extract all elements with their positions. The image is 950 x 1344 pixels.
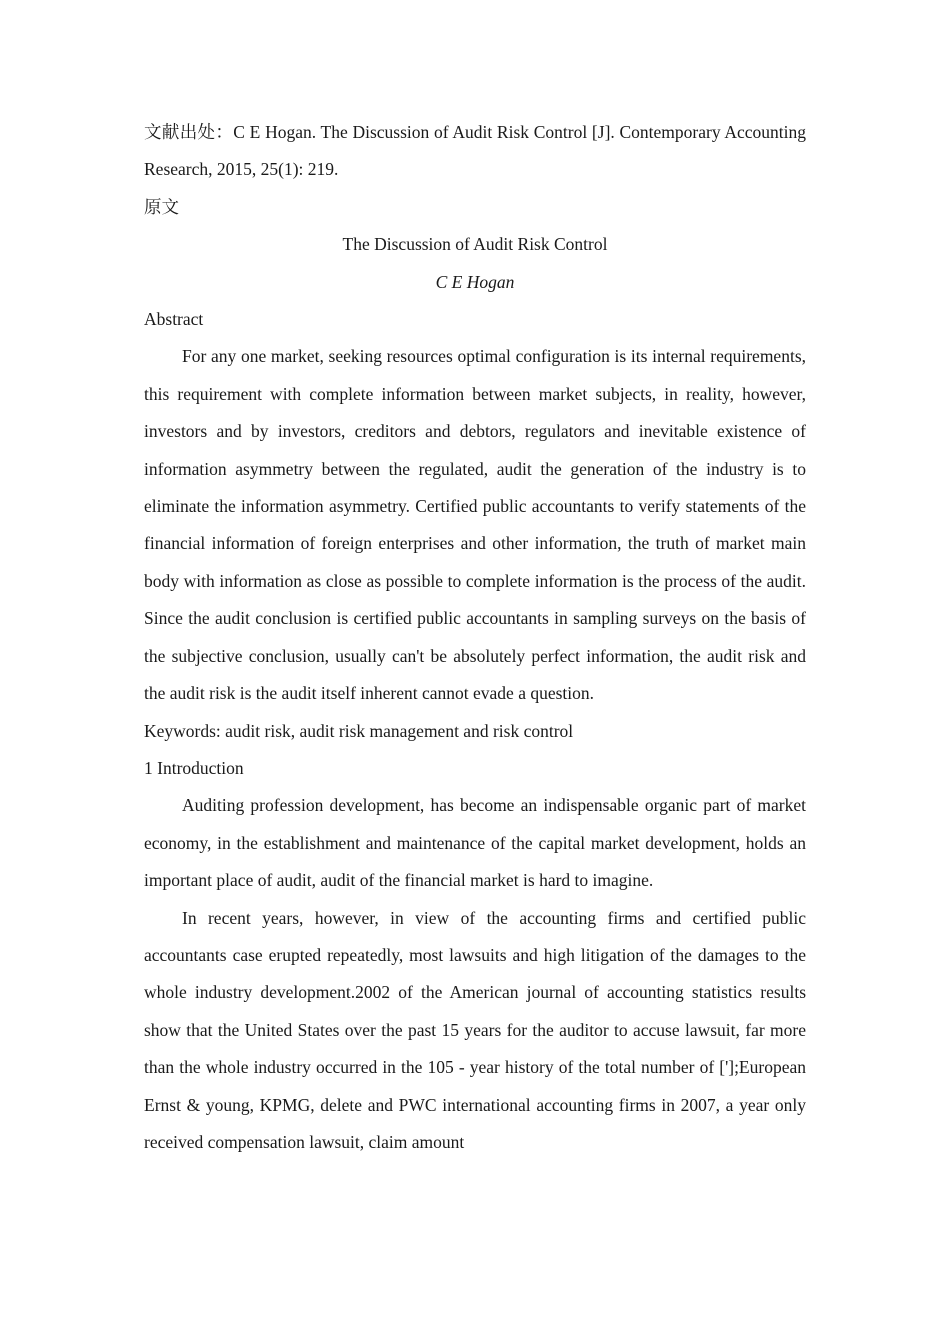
document-page [144, 114, 806, 1161]
section-heading-introduction: 1 Introduction [144, 757, 244, 778]
intro-paragraph-1: Auditing profession development, has become an indispensable organic part of market economy, in the establishment and maintenance of the capital market development, holds an important place of audit, audit of the financial market is hard to imagine. [144, 795, 806, 891]
abstract-paragraph: For any one market, seeking resources optimal configuration is its internal requirements, this requirement with complete information between market subjects, in reality, however, investors and by investors, creditors and debtors, regulators and inevitable existence of information asymmetry between the regulated, audit the generation of the industry is to eliminate the information asymmetry. Certified public accountants to verify statements of the financial information of foreign enterprises and other information, the truth of market main body with information as close as possible to complete information is the process of the audit. Since the audit conclusion is certified public accountants in sampling surveys on the basis of the subjective conclusion, usually can't be absolutely perfect information, the audit risk and the audit risk is the audit itself inherent cannot evade a question. [144, 346, 806, 704]
paper-author: C E Hogan [435, 271, 515, 292]
keywords-line: Keywords: audit risk, audit risk management and risk control [144, 720, 574, 741]
source-citation: 文献出处：C E Hogan. The Discussion of Audit Risk Control [J]. Contemporary Accounting Research, 2015, 25(1): 219. [144, 122, 806, 180]
abstract-heading: Abstract [144, 309, 204, 330]
paper-title: The Discussion of Audit Risk Control [342, 234, 608, 255]
intro-paragraph-2: In recent years, however, in view of the accounting firms and certified public accountants case erupted repeatedly, most lawsuits and high litigation of the damages to the whole industry development.2002 of the American journal of accounting statistics results show that the United States over the past 15 years for the auditor to accuse lawsuit, far more than the whole industry occurred in the 105 - year history of the total number of ['];European Ernst & young, KPMG, delete and PWC international accounting firms in 2007, a year only received compensation lawsuit, claim amount [144, 907, 806, 1152]
original-text-label: 原文 [144, 196, 179, 217]
